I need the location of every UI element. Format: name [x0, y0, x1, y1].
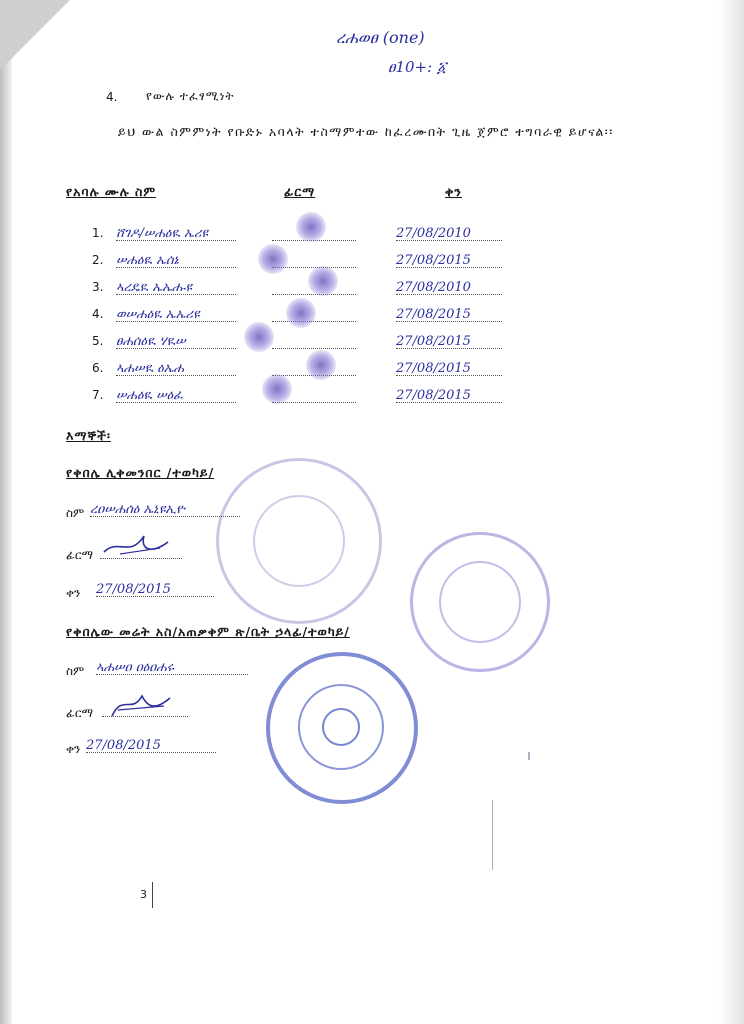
annotation-line-1: ረሐወፀ (one)	[336, 28, 425, 47]
office-sign-label: ፊርማ	[66, 706, 94, 720]
thumbprint-mark	[262, 374, 292, 404]
member-date: 27/08/2015	[396, 334, 502, 349]
thumbprint-mark	[296, 212, 326, 242]
official-seal-icon	[266, 652, 418, 804]
scan-right-edge	[718, 0, 744, 1024]
office-date-label: ቀን	[66, 742, 81, 756]
chairman-name-label: ስም	[66, 506, 85, 520]
scan-mark	[492, 800, 493, 870]
header-signature: ፊርማ	[284, 184, 316, 199]
member-row	[92, 303, 552, 327]
page-number-bar	[152, 882, 153, 908]
member-date: 27/08/2015	[396, 253, 502, 268]
signature-line	[272, 334, 356, 349]
member-name: ሸገዶ/ሠሐዕዪ ኤሪዩ	[116, 226, 236, 241]
annotation-line-2: ፀ10+: ፩	[388, 58, 447, 76]
row-number: 1.	[92, 226, 104, 240]
header-date: ቀን	[445, 184, 462, 199]
member-name: ፀሐሰዕዪ ሃዪሠ	[116, 334, 236, 349]
chairman-section-title: የቀበሌ ሊቀመንበር /ተወካይ/	[66, 465, 215, 480]
office-signature-icon	[108, 688, 174, 722]
page-number: 3	[140, 888, 147, 901]
scan-mark	[528, 752, 530, 760]
office-section-title: የቀበሌው መሬት አስ/አጠቃቀም ጽ/ቤት ኃላፊ/ተወካይ/	[66, 624, 350, 639]
chairman-name-value: ረዐሠሐሰዕ ኤኒዩኢዮ	[90, 502, 240, 517]
row-number: 7.	[92, 388, 104, 402]
member-row	[92, 384, 552, 408]
member-name: ሠሐዕዪ ኤሰኔ	[116, 253, 236, 268]
chairman-date-value: 27/08/2015	[96, 582, 214, 597]
member-date: 27/08/2015	[396, 361, 502, 376]
member-name: ሠሐዕዪ ሠዕፈ	[116, 388, 236, 403]
row-number: 6.	[92, 361, 104, 375]
witnesses-label: እማኞች፡	[66, 428, 111, 443]
row-number: 5.	[92, 334, 104, 348]
member-name: ኣሐሠዪ ዕኤሐ	[116, 361, 236, 376]
section-title: የውሉ ተፈፃሚነት	[146, 89, 235, 103]
thumbprint-mark	[306, 350, 336, 380]
section-paragraph: ይህ ውል ስምምነት የቡድኑ አባላት ተስማምተው ከፈረሙበት ጊዜ ጀምሮ ተግባራዊ ይሆናል፡፡	[118, 124, 614, 139]
thumbprint-mark	[258, 244, 288, 274]
office-stamp-icon	[410, 532, 550, 672]
thumbprint-mark	[308, 266, 338, 296]
folded-corner	[0, 0, 70, 70]
stamp-inner-ring	[253, 495, 345, 587]
member-name: ኣረዴዪ ኤኤሑዩ	[116, 280, 236, 295]
thumbprint-mark	[286, 298, 316, 328]
section-number: 4.	[106, 90, 118, 104]
row-number: 4.	[92, 307, 104, 321]
row-number: 3.	[92, 280, 104, 294]
seal-inner-ring	[298, 684, 384, 770]
member-date: 27/08/2010	[396, 280, 502, 295]
seal-emblem-icon	[322, 708, 360, 746]
header-member-name: የአባሉ ሙሉ ስም	[66, 184, 156, 199]
chairman-signature-icon	[100, 528, 172, 560]
office-name-value: ኣሐሠዐ ዐዕዐሐሩ	[96, 660, 248, 675]
thumbprint-mark	[244, 322, 274, 352]
member-date: 27/08/2015	[396, 388, 502, 403]
row-number: 2.	[92, 253, 104, 267]
member-date: 27/08/2010	[396, 226, 502, 241]
office-name-label: ስም	[66, 664, 85, 678]
office-date-value: 27/08/2015	[86, 738, 216, 753]
scan-left-edge	[0, 0, 12, 1024]
chairman-sign-label: ፊርማ	[66, 548, 94, 562]
faded-stamp-icon	[216, 458, 382, 624]
stamp-inner-ring	[439, 561, 521, 643]
member-name: ወሠሐዕዪ ኤኤሪዩ	[116, 307, 236, 322]
chairman-date-label: ቀን	[66, 586, 81, 600]
member-date: 27/08/2015	[396, 307, 502, 322]
